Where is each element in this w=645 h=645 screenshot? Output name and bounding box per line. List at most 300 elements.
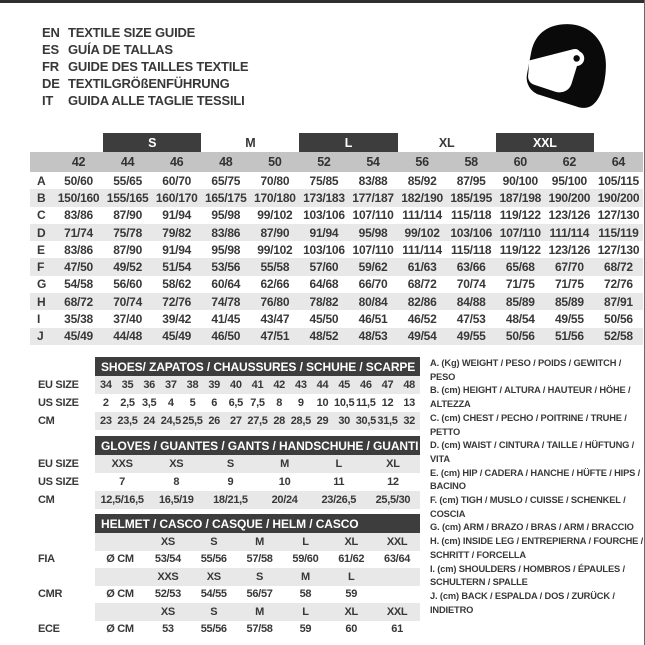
size-number-row bbox=[30, 152, 643, 172]
size-cell: 185/195 bbox=[450, 190, 493, 205]
value-cell: 16,5/19 bbox=[158, 494, 194, 506]
legend-item-c: C. (cm) CHEST / PECHO / POITRINE / TRUHE / PETTO bbox=[430, 412, 627, 437]
value-cell: 20/24 bbox=[271, 494, 298, 506]
helmet-rows bbox=[30, 533, 422, 638]
row-label: EU SIZE bbox=[38, 379, 79, 391]
row-values bbox=[95, 621, 420, 639]
size-cell: 83/86 bbox=[211, 225, 241, 240]
value-cell: 27 bbox=[230, 415, 242, 427]
row-label: I bbox=[37, 312, 41, 327]
size-cell: 63/66 bbox=[456, 260, 486, 275]
value-cell: 46 bbox=[360, 379, 372, 391]
value-cell: 23/26,5 bbox=[321, 494, 357, 506]
value-cell: 25,5 bbox=[182, 415, 203, 427]
legend-item-b: B. (cm) HEIGHT / ALTURA / HAUTEUR / HÖHE / ALTEZZA bbox=[430, 385, 631, 410]
value-cell: 40 bbox=[230, 379, 242, 391]
value-cell: XXL bbox=[386, 605, 408, 618]
size-cell: 68/72 bbox=[407, 277, 437, 292]
size-cell: 127/130 bbox=[597, 242, 640, 257]
size-cell: 87/90 bbox=[113, 242, 142, 257]
size-header-cell: 50 bbox=[268, 155, 282, 169]
size-cell: 187/198 bbox=[499, 190, 542, 205]
language-row bbox=[42, 24, 248, 41]
value-cell: 60 bbox=[345, 623, 358, 636]
size-cell: 46/50 bbox=[211, 329, 241, 344]
value-cell: L bbox=[302, 605, 309, 618]
value-cell: XL bbox=[344, 535, 358, 548]
size-cell: 95/100 bbox=[551, 173, 587, 188]
size-cell: 85/89 bbox=[554, 294, 584, 309]
size-cell: 62/66 bbox=[260, 277, 290, 292]
size-cell: 105/115 bbox=[597, 173, 639, 188]
shoes-row bbox=[30, 412, 422, 430]
size-cell: 70/74 bbox=[113, 294, 142, 309]
size-cell: 99/102 bbox=[257, 242, 293, 257]
row-label: G bbox=[37, 277, 47, 292]
value-cell: 23 bbox=[100, 415, 112, 427]
size-cell: 115/119 bbox=[598, 225, 639, 240]
gloves-row bbox=[30, 491, 422, 509]
shoes-table bbox=[30, 357, 422, 430]
size-row-b bbox=[30, 189, 643, 206]
value-cell: 2,5 bbox=[120, 397, 135, 409]
size-cell: 85/89 bbox=[505, 294, 535, 309]
value-cell: 10 bbox=[316, 397, 329, 409]
gloves-table-title: GLOVES / GUANTES / GANTS / HANDSCHUHE / GUANTI bbox=[95, 436, 420, 455]
size-cell: 83/86 bbox=[64, 242, 93, 257]
row-label: CM bbox=[38, 415, 55, 427]
row-values bbox=[95, 586, 420, 604]
helmet-table-title: HELMET / CASCO / CASQUE / HELM / CASCO bbox=[95, 514, 420, 533]
value-cell: 56/57 bbox=[246, 588, 273, 601]
size-header-cell: 62 bbox=[562, 155, 577, 169]
value-cell: XXS bbox=[157, 570, 179, 583]
value-cell: XXL bbox=[386, 535, 408, 548]
value-cell: M bbox=[280, 458, 290, 470]
row-label: CMR bbox=[38, 588, 63, 601]
size-cell: 50/56 bbox=[604, 312, 633, 327]
size-row-h bbox=[30, 293, 643, 310]
value-cell: 61/62 bbox=[338, 553, 365, 566]
value-cell: 12,5/16,5 bbox=[100, 494, 144, 506]
size-cell: 70/80 bbox=[260, 173, 290, 188]
helmet-row-cmr bbox=[30, 586, 422, 604]
legend-item-f: F. (cm) TIGH / MUSLO / CUISSE / SCHENKEL / COSCIA bbox=[430, 495, 626, 519]
value-cell: 61 bbox=[391, 623, 403, 636]
value-cell: L bbox=[348, 570, 355, 583]
language-row bbox=[42, 58, 248, 75]
legend-item-e: E. (cm) HIP / CADERA / HANCHE / HÜFTE / HIPS / BACINO bbox=[430, 467, 641, 492]
size-cell: 71/74 bbox=[64, 225, 93, 240]
value-cell: 48 bbox=[403, 379, 415, 391]
size-cell: 72/76 bbox=[604, 277, 633, 292]
language-code: ES bbox=[42, 42, 59, 57]
size-cell: 46/52 bbox=[407, 312, 437, 327]
value-cell: 7,5 bbox=[250, 397, 265, 409]
size-cell: 80/84 bbox=[358, 294, 388, 309]
helmet-size-label-row bbox=[30, 568, 422, 586]
racing-helmet-icon bbox=[517, 18, 613, 114]
size-cell: 123/126 bbox=[548, 242, 591, 257]
value-cell: 5 bbox=[189, 397, 196, 409]
size-cell: 74/78 bbox=[211, 294, 241, 309]
size-cell: 95/98 bbox=[211, 208, 241, 223]
size-cell: 115/118 bbox=[451, 208, 492, 223]
size-cell: 65/68 bbox=[505, 260, 535, 275]
size-row-g bbox=[30, 276, 643, 293]
row-label: B bbox=[37, 190, 46, 205]
value-cell: XL bbox=[386, 458, 400, 470]
value-cell: Ø CM bbox=[106, 553, 134, 566]
row-values bbox=[95, 455, 420, 473]
language-label: GUÍA DE TALLAS bbox=[68, 42, 173, 57]
value-cell: 13 bbox=[403, 397, 415, 409]
language-label: TEXTILE SIZE GUIDE bbox=[68, 25, 196, 40]
value-cell: 59 bbox=[345, 588, 358, 601]
row-label: EU SIZE bbox=[38, 458, 79, 470]
size-cell: 79/82 bbox=[162, 225, 192, 240]
value-cell: S bbox=[210, 605, 218, 618]
shoes-table-title: SHOES/ ZAPATOS / CHAUSSURES / SCHUHE / SCARPE bbox=[95, 357, 420, 376]
size-cell: 41/45 bbox=[211, 312, 241, 327]
size-cell: 91/94 bbox=[162, 242, 192, 257]
helmet-row-fia bbox=[30, 551, 422, 569]
value-cell: 55/56 bbox=[200, 553, 227, 566]
size-cell: 60/64 bbox=[211, 277, 241, 292]
size-cell: 190/200 bbox=[597, 190, 640, 205]
legend-item-a: A. (Kg) WEIGHT / PESO / POIDS / GEWITCH / PESO bbox=[430, 358, 622, 382]
legend-item-j: J. (cm) BACK / ESPALDA / DOS / ZURÜCK / INDIETRO bbox=[430, 590, 615, 615]
value-cell: 32 bbox=[403, 415, 415, 427]
gloves-table bbox=[30, 436, 422, 509]
value-cell: M bbox=[255, 605, 264, 618]
row-label: C bbox=[37, 208, 46, 223]
size-cell: 84/88 bbox=[456, 294, 486, 309]
size-row-e bbox=[30, 241, 643, 258]
size-cell: 107/110 bbox=[352, 242, 394, 257]
value-cell: XS bbox=[160, 535, 175, 548]
size-header-cell: 46 bbox=[169, 155, 184, 169]
row-label: J bbox=[37, 329, 44, 344]
size-cell: 68/72 bbox=[604, 260, 633, 275]
size-cell: 150/160 bbox=[57, 190, 100, 205]
size-cell: 61/63 bbox=[407, 260, 437, 275]
legend-item-d: D. (cm) WAIST / CINTURA / TAILLE / HÜFTUNG / VITA bbox=[430, 440, 635, 464]
value-cell: S bbox=[210, 535, 218, 548]
size-cell: 83/86 bbox=[64, 208, 93, 223]
legend-item-g: G. (cm) ARM / BRAZO / BRAS / ARM / BRACCIO bbox=[430, 522, 634, 533]
value-cell: 47 bbox=[381, 379, 394, 391]
size-header-cell: 48 bbox=[219, 155, 233, 169]
row-label bbox=[30, 603, 95, 621]
language-code: DE bbox=[42, 76, 60, 91]
row-label: ECE bbox=[38, 623, 60, 636]
language-row bbox=[42, 92, 248, 109]
size-cell: 50/56 bbox=[505, 329, 535, 344]
size-cell: 50/60 bbox=[64, 173, 93, 188]
value-cell: 10 bbox=[278, 476, 291, 488]
size-row-c bbox=[30, 207, 643, 224]
size-cell: 173/183 bbox=[303, 190, 345, 205]
value-cell: 28,5 bbox=[290, 415, 311, 427]
size-group-row bbox=[30, 133, 643, 152]
size-cell: 66/70 bbox=[358, 277, 388, 292]
size-cell: 95/98 bbox=[358, 225, 388, 240]
size-cell: 72/76 bbox=[162, 294, 192, 309]
value-cell: 43 bbox=[295, 379, 307, 391]
row-label: US SIZE bbox=[38, 397, 79, 409]
value-cell: 2 bbox=[102, 397, 109, 409]
size-header-cell: 54 bbox=[366, 155, 380, 169]
size-cell: 99/102 bbox=[257, 208, 293, 223]
row-values bbox=[95, 394, 420, 412]
size-cell: 49/55 bbox=[554, 312, 584, 327]
value-cell: 39 bbox=[208, 379, 220, 391]
size-cell: 111/114 bbox=[549, 225, 590, 240]
size-header-cell: 64 bbox=[611, 155, 626, 169]
size-cell: 53/56 bbox=[211, 260, 241, 275]
size-cell: 48/52 bbox=[309, 329, 339, 344]
value-cell: 9 bbox=[227, 476, 234, 488]
value-cell: S bbox=[256, 570, 264, 583]
value-cell: XS bbox=[206, 570, 221, 583]
value-cell: 54/55 bbox=[200, 588, 227, 601]
value-cell: 8 bbox=[173, 476, 180, 488]
size-cell: 107/110 bbox=[352, 208, 394, 223]
value-cell: 44 bbox=[316, 379, 329, 391]
row-label: D bbox=[37, 225, 46, 240]
value-cell: 42 bbox=[273, 379, 285, 391]
legend-item-i: I. (cm) SHOULDERS / HOMBROS / ÉPAULES / SCHULTERN / SPALLE bbox=[430, 563, 625, 588]
value-cell: L bbox=[302, 535, 309, 548]
value-cell: 58 bbox=[299, 588, 312, 601]
value-cell: S bbox=[226, 458, 234, 470]
size-cell: 87/90 bbox=[113, 208, 142, 223]
size-group-m: M bbox=[245, 135, 256, 150]
value-cell: 25,5/30 bbox=[375, 494, 411, 506]
helmet-row-ece bbox=[30, 621, 422, 639]
size-group-l: L bbox=[299, 133, 397, 152]
size-cell: 55/58 bbox=[260, 260, 290, 275]
value-cell: 57/58 bbox=[246, 553, 273, 566]
size-group-xxl: XXL bbox=[496, 133, 594, 152]
value-cell: 52/53 bbox=[154, 588, 181, 601]
value-cell: 55/56 bbox=[200, 623, 227, 636]
row-label: H bbox=[37, 294, 46, 309]
size-cell: 49/54 bbox=[407, 329, 437, 344]
helmet-size-table bbox=[30, 514, 422, 638]
size-cell: 43/47 bbox=[260, 312, 290, 327]
size-cell: 170/180 bbox=[254, 190, 296, 205]
size-data-rows bbox=[30, 172, 643, 345]
size-header-cell: 58 bbox=[464, 155, 478, 169]
size-cell: 39/42 bbox=[162, 312, 192, 327]
textile-size-table bbox=[30, 133, 643, 345]
row-values bbox=[95, 533, 420, 551]
size-group-xl: XL bbox=[438, 135, 455, 150]
size-cell: 60/70 bbox=[162, 173, 192, 188]
top-border bbox=[0, 0, 645, 3]
size-group-s: S bbox=[103, 133, 201, 152]
value-cell: Ø CM bbox=[106, 623, 134, 636]
size-cell: 115/118 bbox=[451, 242, 492, 257]
language-code: IT bbox=[42, 93, 54, 108]
value-cell: 35 bbox=[121, 379, 134, 391]
row-values bbox=[95, 473, 420, 491]
size-cell: 51/56 bbox=[554, 329, 584, 344]
size-header-cell: 52 bbox=[317, 155, 331, 169]
value-cell: 27,5 bbox=[247, 415, 268, 427]
value-cell: 53 bbox=[162, 623, 174, 636]
size-row-d bbox=[30, 224, 643, 241]
size-row-i bbox=[30, 310, 643, 327]
value-cell: 59 bbox=[299, 623, 312, 636]
value-cell: L bbox=[335, 458, 342, 470]
shoes-row bbox=[30, 394, 422, 412]
value-cell: 11,5 bbox=[356, 397, 376, 409]
value-cell: M bbox=[300, 570, 310, 583]
size-cell: 71/75 bbox=[505, 277, 535, 292]
size-cell: 182/190 bbox=[401, 190, 443, 205]
size-cell: 83/88 bbox=[358, 173, 388, 188]
size-header-cell: 42 bbox=[71, 155, 86, 169]
language-label: GUIDE DES TAILLES TEXTILE bbox=[68, 59, 249, 74]
size-cell: 91/94 bbox=[309, 225, 339, 240]
size-cell: 47/50 bbox=[64, 260, 93, 275]
size-cell: 47/51 bbox=[260, 329, 290, 344]
size-cell: 48/53 bbox=[358, 329, 388, 344]
value-cell: 26 bbox=[208, 415, 220, 427]
size-cell: 78/82 bbox=[309, 294, 339, 309]
size-cell: 75/85 bbox=[309, 173, 339, 188]
language-row bbox=[42, 75, 248, 92]
row-label bbox=[30, 533, 95, 551]
size-cell: 91/94 bbox=[162, 208, 192, 223]
size-cell: 190/200 bbox=[548, 190, 591, 205]
size-cell: 71/75 bbox=[554, 277, 584, 292]
size-cell: 57/60 bbox=[309, 260, 339, 275]
value-cell: 57/58 bbox=[246, 623, 273, 636]
value-cell: 6 bbox=[211, 397, 218, 409]
shoes-rows bbox=[30, 376, 422, 430]
size-cell: 119/122 bbox=[499, 208, 541, 223]
value-cell: 41 bbox=[251, 379, 264, 391]
size-cell: 75/78 bbox=[113, 225, 142, 240]
size-cell: 59/62 bbox=[358, 260, 388, 275]
language-label: TEXTILGRÖßENFÜHRUNG bbox=[68, 76, 230, 91]
size-row-j bbox=[30, 328, 643, 345]
helmet-size-label-row bbox=[30, 533, 422, 551]
row-label: F bbox=[37, 260, 45, 275]
value-cell: 9 bbox=[297, 397, 304, 409]
value-cell: 37 bbox=[165, 379, 177, 391]
size-header-cell: 44 bbox=[120, 155, 135, 169]
size-cell: 48/54 bbox=[505, 312, 535, 327]
gloves-row bbox=[30, 473, 422, 491]
value-cell: 36 bbox=[143, 379, 155, 391]
value-cell: 34 bbox=[100, 379, 112, 391]
row-label: A bbox=[37, 173, 46, 188]
size-cell: 127/130 bbox=[597, 208, 640, 223]
size-cell: 46/51 bbox=[358, 312, 388, 327]
value-cell: 59/60 bbox=[292, 553, 319, 566]
size-cell: 67/70 bbox=[554, 260, 584, 275]
value-cell: 31,5 bbox=[377, 415, 398, 427]
size-cell: 51/54 bbox=[162, 260, 192, 275]
size-cell: 103/106 bbox=[303, 208, 345, 223]
size-cell: 87/91 bbox=[604, 294, 633, 309]
row-label: FIA bbox=[38, 553, 55, 566]
value-cell: 10,5 bbox=[334, 397, 355, 409]
value-cell: 11 bbox=[333, 476, 345, 488]
value-cell: XS bbox=[169, 458, 184, 470]
size-cell: 56/60 bbox=[113, 277, 142, 292]
size-cell: 103/106 bbox=[450, 225, 493, 240]
value-cell: 12 bbox=[387, 476, 399, 488]
size-cell: 95/98 bbox=[211, 242, 241, 257]
value-cell: 63/64 bbox=[384, 553, 411, 566]
size-cell: 111/114 bbox=[402, 242, 442, 257]
value-cell: 38 bbox=[186, 379, 199, 391]
value-cell: 8 bbox=[276, 397, 283, 409]
size-cell: 35/38 bbox=[64, 312, 93, 327]
value-cell: 28 bbox=[273, 415, 285, 427]
value-cell: 23,5 bbox=[117, 415, 138, 427]
row-label bbox=[30, 568, 95, 586]
size-row-f bbox=[30, 258, 643, 275]
measurement-legend bbox=[430, 357, 644, 617]
size-cell: 64/68 bbox=[309, 277, 339, 292]
size-cell: 52/58 bbox=[604, 329, 633, 344]
size-cell: 87/95 bbox=[456, 173, 486, 188]
size-cell: 85/92 bbox=[407, 173, 437, 188]
row-values bbox=[95, 491, 420, 509]
row-label: E bbox=[37, 242, 45, 257]
language-row bbox=[42, 41, 248, 58]
row-values bbox=[95, 412, 420, 430]
row-values bbox=[95, 568, 420, 586]
size-cell: 37/40 bbox=[113, 312, 142, 327]
value-cell: 30,5 bbox=[355, 415, 376, 427]
row-label: US SIZE bbox=[38, 476, 79, 488]
size-cell: 119/122 bbox=[499, 242, 541, 257]
value-cell: 24 bbox=[143, 415, 155, 427]
value-cell: 4 bbox=[167, 397, 174, 409]
value-cell: 29 bbox=[316, 415, 329, 427]
gloves-row bbox=[30, 455, 422, 473]
size-cell: 45/49 bbox=[64, 329, 93, 344]
size-cell: 45/50 bbox=[309, 312, 339, 327]
row-values bbox=[95, 603, 420, 621]
shoes-row bbox=[30, 376, 422, 394]
size-cell: 55/65 bbox=[113, 173, 142, 188]
row-label: CM bbox=[38, 494, 55, 506]
value-cell: 45 bbox=[338, 379, 350, 391]
size-cell: 165/175 bbox=[204, 190, 247, 205]
language-code: EN bbox=[42, 25, 60, 40]
size-cell: 103/106 bbox=[303, 242, 345, 257]
value-cell: 18/21,5 bbox=[213, 494, 248, 506]
value-cell: XXS bbox=[111, 458, 133, 470]
gloves-rows bbox=[30, 455, 422, 509]
language-label: GUIDA ALLE TAGLIE TESSILI bbox=[68, 93, 245, 108]
value-cell: XS bbox=[160, 605, 175, 618]
size-cell: 44/48 bbox=[113, 329, 142, 344]
size-cell: 123/126 bbox=[548, 208, 591, 223]
size-cell: 99/102 bbox=[404, 225, 440, 240]
size-cell: 47/53 bbox=[456, 312, 486, 327]
value-cell: 30 bbox=[338, 415, 350, 427]
